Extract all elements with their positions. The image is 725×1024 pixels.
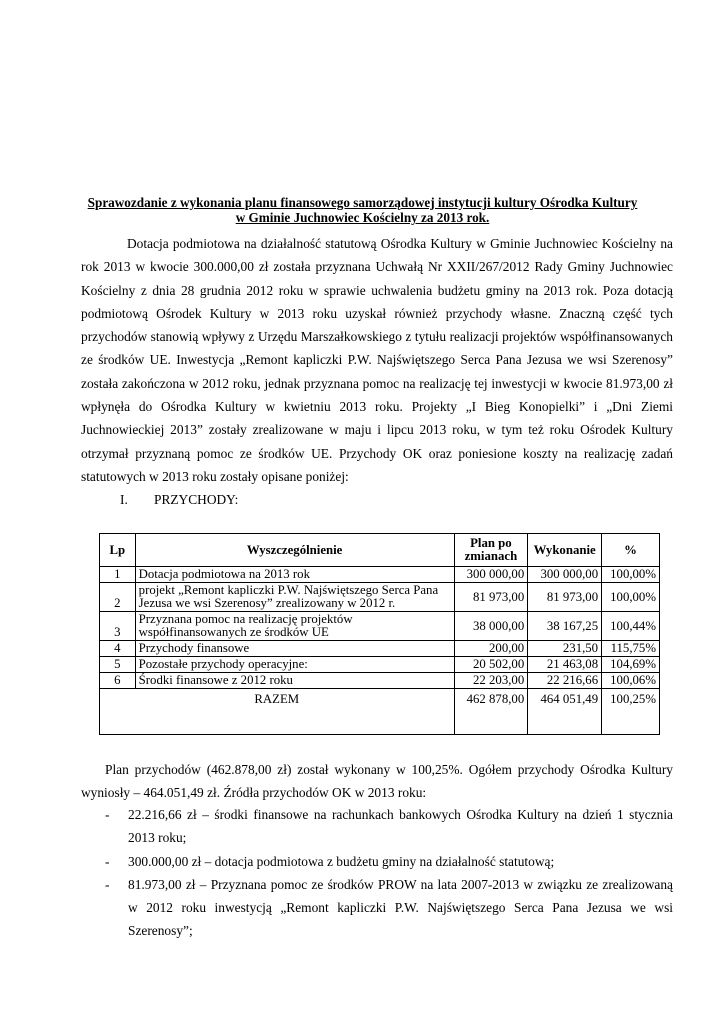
title-line-2: w Gminie Juchnowiec Kościelny za 2013 rok. [235,210,490,225]
header-lp: Lp [100,534,136,567]
cell-lp: 3 [100,612,136,641]
cell-percent: 115,75% [602,641,660,657]
title-line-1: Sprawozdanie z wykonania planu finansowego samorządowej instytucji kultury Ośrodka Kultury [87,195,638,210]
cell-percent: 100,00% [602,583,660,612]
list-item [81,873,673,943]
table-row [100,673,660,689]
revenue-table [99,533,660,735]
section-number: I. [120,492,128,507]
cell-plan: 81 973,00 [454,583,528,612]
cell-plan: 38 000,00 [454,612,528,641]
intro-paragraph: Dotacja podmiotowa na działalność statutową Ośrodka Kultury w Gminie Juchnowiec Kościelny na rok 2013 w kwocie 300.000,00 zł została przyznana Uchwałą Nr XXII/267/2012 Rady Gminy Juchnowiec Kościelny z dnia 28 grudnia 2012 roku w sprawie uchwalenia budżetu gminy na 2013 rok. Poza dotacją podmiotową Ośrodek Kultury w 2013 roku uzyskał również przychody własne. Znaczną część tych przychodów stanowią wpływy z Urzędu Marszałkowskiego z tytułu realizacji projektów współfinansowanych ze środków UE. Inwestycja „Remont kapliczki P.W. Najświętszego Serca Pana Jezusa we wsi Szerenosy” została zakończona w 2012 roku, jednak przyznana pomoc na realizację tej inwestycji w kwocie 81.973,00 zł wpłynęła do Ośrodka Kultury w kwietniu 2013 roku. Projekty „I Bieg Konopielki” i „Dni Ziemi Juchnowieckiej 2013” zostały zrealizowane w maju i lipcu 2013 roku, w tym też roku Ośrodek Kultury otrzymał przyznaną pomoc ze środków UE. Przychody OK oraz poniesione koszty na realizację zadań statutowych w 2013 roku zostały opisane poniżej: [81,236,673,484]
cell-execution: 81 973,00 [528,583,602,612]
cell-percent: 100,44% [602,612,660,641]
bullet-marker: - [105,876,110,892]
cell-execution: 21 463,08 [528,657,602,673]
list-item-text: 22.216,66 zł – środki finansowe na rachunkach bankowych Ośrodka Kultury na dzień 1 stycznia 2013 roku; [128,807,673,846]
list-item [81,803,673,850]
cell-execution: 231,50 [528,641,602,657]
table-total-row [100,689,660,735]
total-execution: 464 051,49 [528,689,602,735]
cell-execution: 22 216,66 [528,673,602,689]
cell-lp: 5 [100,657,136,673]
table-row [100,657,660,673]
bullet-marker: - [105,807,110,822]
table-row [100,567,660,583]
cell-execution: 38 167,25 [528,612,602,641]
header-description: Wyszczególnienie [135,534,454,567]
revenue-sources-list [81,803,673,943]
cell-percent: 100,06% [602,673,660,689]
bullet-marker: - [105,853,110,869]
section-heading [120,492,238,508]
table-row [100,641,660,657]
header-execution: Wykonanie [528,534,602,567]
section-title: PRZYCHODY: [154,492,239,507]
cell-execution: 300 000,00 [528,567,602,583]
header-plan: Plan po zmianach [454,534,528,567]
total-plan: 462 878,00 [454,689,528,735]
cell-percent: 100,00% [602,567,660,583]
cell-lp: 6 [100,673,136,689]
cell-lp: 2 [100,583,136,612]
list-item-text: 300.000,00 zł – dotacja podmiotowa z budżetu gminy na działalność statutową; [128,853,555,869]
table-header-row [100,534,660,567]
summary-paragraph: Plan przychodów (462.878,00 zł) został wykonany w 100,25%. Ogółem przychody Ośrodka Kultury wyniosły – 464.051,49 zł. Źródła przychodów OK w 2013 roku: [81,762,673,801]
list-item [81,850,673,873]
total-label: RAZEM [100,689,455,735]
total-percent: 100,25% [602,689,660,735]
cell-plan: 22 203,00 [454,673,528,689]
cell-plan: 200,00 [454,641,528,657]
cell-description: projekt „Remont kapliczki P.W. Najświętszego Serca Pana Jezusa we wsi Szerenosy” zrealizowany w 2012 r. [135,583,454,612]
document-title [70,195,655,225]
cell-description: Środki finansowe z 2012 roku [135,673,454,689]
cell-description: Pozostałe przychody operacyjne: [135,657,454,673]
list-item-text: 81.973,00 zł – Przyznana pomoc ze środków PROW na lata 2007-2013 w związku ze zrealizowaną w 2012 roku inwestycją „Remont kapliczki P.W. Najświętszego Serca Pana Jezusa we wsi Szerenosy”; [128,876,673,939]
cell-description: Przychody finansowe [135,641,454,657]
cell-plan: 20 502,00 [454,657,528,673]
cell-percent: 104,69% [602,657,660,673]
table-row [100,583,660,612]
header-percent: % [602,534,660,567]
cell-lp: 4 [100,641,136,657]
cell-description: Dotacja podmiotowa na 2013 rok [135,567,454,583]
table-row [100,612,660,641]
cell-plan: 300 000,00 [454,567,528,583]
cell-description: Przyznana pomoc na realizację projektów współfinansowanych ze środków UE [135,612,454,641]
cell-lp: 1 [100,567,136,583]
